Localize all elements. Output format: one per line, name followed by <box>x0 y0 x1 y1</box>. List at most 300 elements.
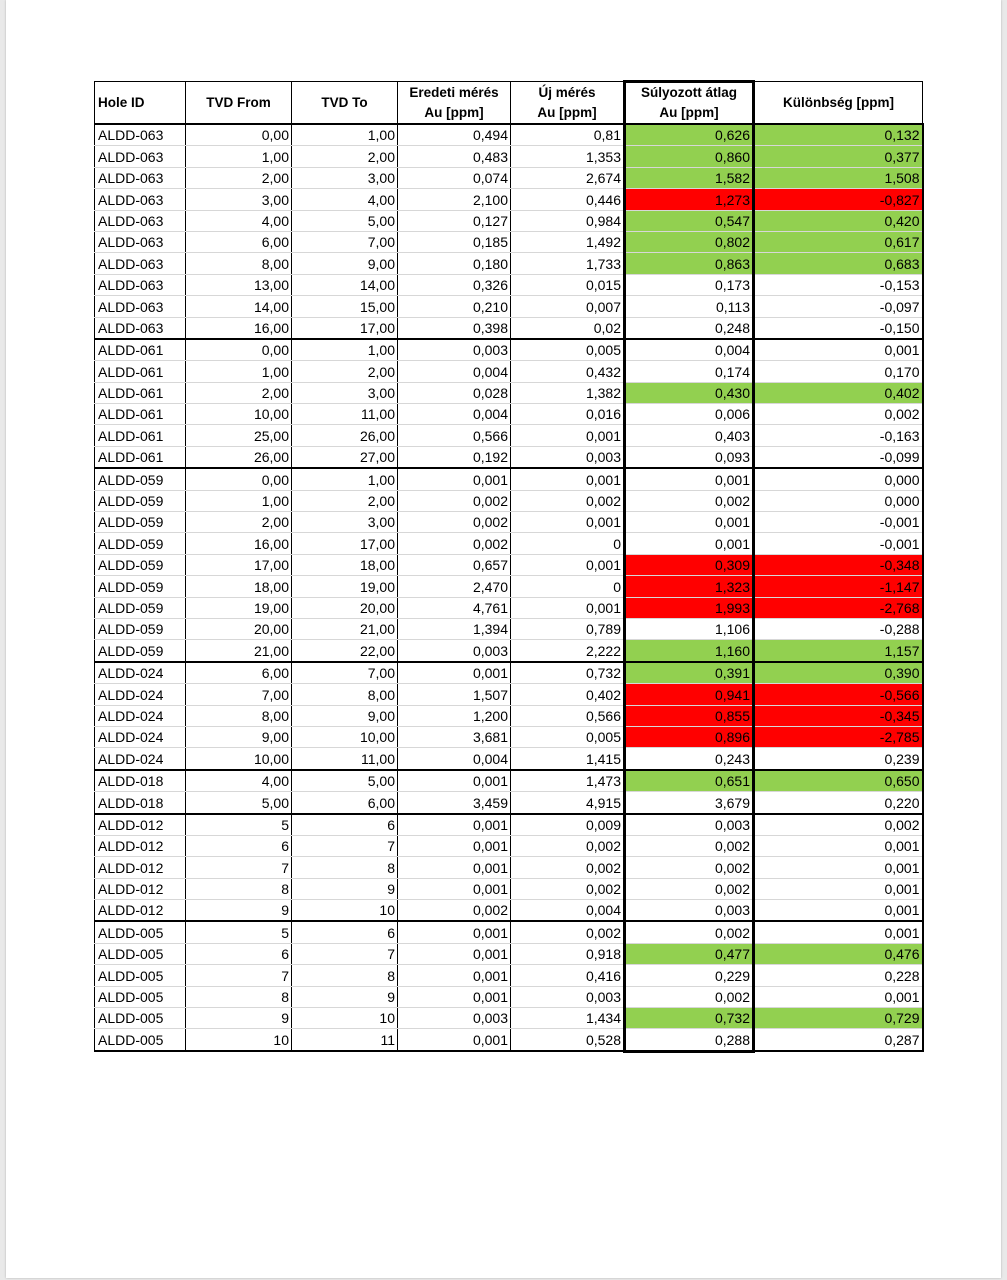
cell-hole-id: ALDD-024 <box>95 748 186 770</box>
cell-original: 2,100 <box>398 189 511 210</box>
cell-original: 1,200 <box>398 705 511 726</box>
cell-tvd-from: 3,00 <box>186 189 292 210</box>
cell-hole-id: ALDD-063 <box>95 253 186 274</box>
table-row <box>95 554 923 575</box>
cell-new: 0 <box>511 533 625 554</box>
table-row <box>95 533 923 554</box>
cell-weighted-average: 0,243 <box>625 748 754 770</box>
header-new-line2: Au [ppm] <box>537 104 597 120</box>
cell-hole-id: ALDD-018 <box>95 792 186 814</box>
cell-original: 0,001 <box>398 468 511 490</box>
cell-weighted-average: 0,391 <box>625 662 754 684</box>
cell-hole-id: ALDD-061 <box>95 404 186 425</box>
cell-original: 0,001 <box>398 921 511 943</box>
cell-difference: 1,508 <box>754 167 923 188</box>
table-row <box>95 189 923 210</box>
table-row <box>95 124 923 146</box>
measurement-table <box>94 80 924 1053</box>
cell-tvd-from: 19,00 <box>186 597 292 618</box>
cell-hole-id: ALDD-024 <box>95 726 186 747</box>
cell-original: 0,002 <box>398 533 511 554</box>
cell-weighted-average: 0,941 <box>625 684 754 705</box>
table-row <box>95 921 923 943</box>
cell-tvd-from: 8 <box>186 878 292 899</box>
cell-hole-id: ALDD-059 <box>95 640 186 662</box>
table-row <box>95 662 923 684</box>
cell-tvd-from: 8,00 <box>186 253 292 274</box>
cell-original: 0,566 <box>398 425 511 446</box>
cell-original: 0,657 <box>398 554 511 575</box>
cell-tvd-from: 10,00 <box>186 404 292 425</box>
cell-difference: -2,785 <box>754 726 923 747</box>
table-row <box>95 490 923 511</box>
cell-difference: 0,001 <box>754 857 923 878</box>
cell-weighted-average: 0,547 <box>625 210 754 231</box>
cell-original: 0,127 <box>398 210 511 231</box>
cell-tvd-to: 18,00 <box>292 554 398 575</box>
table-row <box>95 640 923 662</box>
cell-difference: 0,001 <box>754 900 923 922</box>
cell-new: 1,492 <box>511 231 625 252</box>
cell-tvd-from: 9 <box>186 1008 292 1029</box>
cell-weighted-average: 0,173 <box>625 274 754 295</box>
cell-hole-id: ALDD-063 <box>95 231 186 252</box>
header-new-line1: Új mérés <box>538 84 596 100</box>
cell-new: 2,674 <box>511 167 625 188</box>
cell-tvd-from: 0,00 <box>186 339 292 361</box>
cell-original: 0,028 <box>398 382 511 403</box>
cell-tvd-from: 1,00 <box>186 146 292 167</box>
cell-tvd-from: 25,00 <box>186 425 292 446</box>
cell-weighted-average: 0,863 <box>625 253 754 274</box>
cell-tvd-from: 20,00 <box>186 618 292 639</box>
table-row <box>95 468 923 490</box>
cell-difference: 0,420 <box>754 210 923 231</box>
cell-difference: 0,002 <box>754 814 923 836</box>
cell-difference: 0,390 <box>754 662 923 684</box>
cell-hole-id: ALDD-063 <box>95 317 186 339</box>
cell-tvd-from: 16,00 <box>186 317 292 339</box>
cell-difference: 0,377 <box>754 146 923 167</box>
table-row <box>95 814 923 836</box>
cell-difference: 0,650 <box>754 770 923 792</box>
cell-weighted-average: 0,004 <box>625 339 754 361</box>
cell-difference: 0,287 <box>754 1029 923 1051</box>
header-hole-id: Hole ID <box>95 82 186 125</box>
cell-tvd-to: 7 <box>292 835 398 856</box>
table-row <box>95 361 923 382</box>
cell-new: 4,915 <box>511 792 625 814</box>
table-row <box>95 425 923 446</box>
cell-new: 1,733 <box>511 253 625 274</box>
cell-tvd-to: 7 <box>292 943 398 964</box>
cell-difference: 0,132 <box>754 124 923 146</box>
cell-hole-id: ALDD-061 <box>95 446 186 468</box>
table-row <box>95 210 923 231</box>
cell-new: 0,003 <box>511 446 625 468</box>
cell-new: 1,473 <box>511 770 625 792</box>
cell-difference: -0,348 <box>754 554 923 575</box>
cell-tvd-from: 6 <box>186 943 292 964</box>
cell-tvd-to: 2,00 <box>292 361 398 382</box>
cell-difference: -0,288 <box>754 618 923 639</box>
cell-weighted-average: 0,248 <box>625 317 754 339</box>
cell-tvd-from: 9 <box>186 900 292 922</box>
cell-original: 0,001 <box>398 986 511 1007</box>
header-new-measurement <box>511 82 625 125</box>
cell-original: 0,001 <box>398 1029 511 1051</box>
table-row <box>95 512 923 533</box>
cell-new: 0,002 <box>511 857 625 878</box>
cell-new: 0,007 <box>511 296 625 317</box>
cell-difference: -0,345 <box>754 705 923 726</box>
cell-tvd-from: 26,00 <box>186 446 292 468</box>
cell-tvd-from: 7,00 <box>186 684 292 705</box>
header-avg-line1: Súlyozott átlag <box>640 85 737 100</box>
cell-tvd-to: 19,00 <box>292 576 398 597</box>
cell-tvd-to: 3,00 <box>292 167 398 188</box>
table-row <box>95 253 923 274</box>
cell-tvd-from: 10,00 <box>186 748 292 770</box>
cell-original: 2,470 <box>398 576 511 597</box>
cell-new: 0,732 <box>511 662 625 684</box>
table-row <box>95 900 923 922</box>
cell-new: 0,001 <box>511 425 625 446</box>
table-row <box>95 835 923 856</box>
cell-weighted-average: 0,802 <box>625 231 754 252</box>
cell-original: 0,180 <box>398 253 511 274</box>
cell-original: 3,681 <box>398 726 511 747</box>
table-row <box>95 792 923 814</box>
cell-tvd-to: 7,00 <box>292 662 398 684</box>
cell-weighted-average: 0,477 <box>625 943 754 964</box>
cell-new: 2,222 <box>511 640 625 662</box>
cell-original: 0,002 <box>398 490 511 511</box>
cell-tvd-from: 7 <box>186 857 292 878</box>
cell-original: 0,004 <box>398 361 511 382</box>
cell-difference: 0,001 <box>754 921 923 943</box>
cell-new: 0,528 <box>511 1029 625 1051</box>
cell-difference: 1,157 <box>754 640 923 662</box>
cell-weighted-average: 0,229 <box>625 965 754 986</box>
cell-difference: 0,001 <box>754 835 923 856</box>
cell-tvd-to: 22,00 <box>292 640 398 662</box>
cell-new: 0,016 <box>511 404 625 425</box>
cell-original: 0,001 <box>398 814 511 836</box>
cell-hole-id: ALDD-012 <box>95 900 186 922</box>
cell-weighted-average: 0,113 <box>625 296 754 317</box>
table-row <box>95 446 923 468</box>
table-row <box>95 382 923 403</box>
cell-difference: 0,228 <box>754 965 923 986</box>
cell-tvd-from: 7 <box>186 965 292 986</box>
cell-hole-id: ALDD-059 <box>95 533 186 554</box>
table-row <box>95 618 923 639</box>
cell-tvd-from: 4,00 <box>186 210 292 231</box>
cell-original: 0,483 <box>398 146 511 167</box>
cell-new: 0,004 <box>511 900 625 922</box>
cell-hole-id: ALDD-012 <box>95 814 186 836</box>
header-weighted-average <box>625 82 754 125</box>
cell-tvd-from: 4,00 <box>186 770 292 792</box>
cell-tvd-to: 10,00 <box>292 726 398 747</box>
table-row <box>95 748 923 770</box>
table-row <box>95 339 923 361</box>
cell-hole-id: ALDD-005 <box>95 921 186 943</box>
table-row <box>95 231 923 252</box>
cell-original: 0,004 <box>398 404 511 425</box>
cell-original: 0,001 <box>398 662 511 684</box>
cell-difference: -0,827 <box>754 189 923 210</box>
cell-original: 1,507 <box>398 684 511 705</box>
cell-tvd-to: 9,00 <box>292 705 398 726</box>
cell-tvd-from: 8,00 <box>186 705 292 726</box>
header-row <box>95 82 923 125</box>
cell-weighted-average: 1,993 <box>625 597 754 618</box>
header-original-line1: Eredeti mérés <box>409 84 499 100</box>
cell-tvd-to: 5,00 <box>292 210 398 231</box>
cell-tvd-from: 9,00 <box>186 726 292 747</box>
table-row <box>95 878 923 899</box>
cell-difference: 0,683 <box>754 253 923 274</box>
cell-weighted-average: 0,430 <box>625 382 754 403</box>
cell-new: 1,353 <box>511 146 625 167</box>
cell-difference: 0,002 <box>754 404 923 425</box>
cell-new: 0,432 <box>511 361 625 382</box>
cell-difference: 0,001 <box>754 878 923 899</box>
cell-hole-id: ALDD-012 <box>95 835 186 856</box>
cell-new: 0,002 <box>511 490 625 511</box>
cell-difference: 0,617 <box>754 231 923 252</box>
cell-hole-id: ALDD-061 <box>95 339 186 361</box>
cell-tvd-to: 6,00 <box>292 792 398 814</box>
cell-tvd-to: 11 <box>292 1029 398 1051</box>
cell-tvd-to: 11,00 <box>292 404 398 425</box>
cell-weighted-average: 0,093 <box>625 446 754 468</box>
cell-difference: 0,239 <box>754 748 923 770</box>
cell-tvd-to: 4,00 <box>292 189 398 210</box>
table-row <box>95 274 923 295</box>
cell-tvd-to: 17,00 <box>292 533 398 554</box>
cell-new: 0,789 <box>511 618 625 639</box>
cell-new: 0,984 <box>511 210 625 231</box>
cell-hole-id: ALDD-059 <box>95 468 186 490</box>
cell-new: 0,001 <box>511 554 625 575</box>
cell-tvd-from: 5 <box>186 921 292 943</box>
table-row <box>95 857 923 878</box>
cell-new: 0,001 <box>511 512 625 533</box>
cell-original: 0,001 <box>398 943 511 964</box>
cell-tvd-from: 2,00 <box>186 512 292 533</box>
cell-tvd-to: 5,00 <box>292 770 398 792</box>
cell-new: 0,02 <box>511 317 625 339</box>
cell-weighted-average: 0,855 <box>625 705 754 726</box>
cell-original: 0,004 <box>398 748 511 770</box>
cell-tvd-to: 9 <box>292 986 398 1007</box>
cell-weighted-average: 0,860 <box>625 146 754 167</box>
cell-original: 0,001 <box>398 770 511 792</box>
cell-weighted-average: 0,403 <box>625 425 754 446</box>
cell-new: 1,382 <box>511 382 625 403</box>
cell-tvd-from: 21,00 <box>186 640 292 662</box>
cell-difference: 0,000 <box>754 490 923 511</box>
cell-tvd-from: 14,00 <box>186 296 292 317</box>
cell-hole-id: ALDD-063 <box>95 189 186 210</box>
cell-weighted-average: 0,001 <box>625 468 754 490</box>
table-row <box>95 986 923 1007</box>
cell-tvd-to: 1,00 <box>292 468 398 490</box>
cell-tvd-to: 1,00 <box>292 124 398 146</box>
cell-difference: -0,097 <box>754 296 923 317</box>
cell-original: 0,185 <box>398 231 511 252</box>
cell-difference: 0,476 <box>754 943 923 964</box>
cell-difference: 0,000 <box>754 468 923 490</box>
cell-hole-id: ALDD-024 <box>95 705 186 726</box>
cell-new: 0,81 <box>511 124 625 146</box>
cell-weighted-average: 0,309 <box>625 554 754 575</box>
cell-tvd-from: 0,00 <box>186 468 292 490</box>
cell-hole-id: ALDD-063 <box>95 274 186 295</box>
cell-hole-id: ALDD-059 <box>95 490 186 511</box>
cell-difference: 0,001 <box>754 339 923 361</box>
cell-hole-id: ALDD-024 <box>95 662 186 684</box>
cell-tvd-from: 5 <box>186 814 292 836</box>
cell-tvd-from: 13,00 <box>186 274 292 295</box>
cell-weighted-average: 0,002 <box>625 857 754 878</box>
cell-tvd-to: 7,00 <box>292 231 398 252</box>
header-tvd-from: TVD From <box>186 82 292 125</box>
cell-original: 0,001 <box>398 965 511 986</box>
cell-original: 4,761 <box>398 597 511 618</box>
cell-original: 0,002 <box>398 900 511 922</box>
cell-original: 3,459 <box>398 792 511 814</box>
cell-new: 0,003 <box>511 986 625 1007</box>
cell-difference: -0,099 <box>754 446 923 468</box>
table-row <box>95 965 923 986</box>
cell-tvd-from: 0,00 <box>186 124 292 146</box>
cell-weighted-average: 0,002 <box>625 835 754 856</box>
cell-tvd-to: 27,00 <box>292 446 398 468</box>
cell-weighted-average: 1,582 <box>625 167 754 188</box>
cell-tvd-to: 10 <box>292 1008 398 1029</box>
cell-new: 0,005 <box>511 339 625 361</box>
cell-tvd-to: 8 <box>292 857 398 878</box>
cell-tvd-to: 21,00 <box>292 618 398 639</box>
cell-tvd-to: 3,00 <box>292 512 398 533</box>
cell-original: 0,001 <box>398 878 511 899</box>
cell-new: 1,415 <box>511 748 625 770</box>
cell-original: 0,001 <box>398 835 511 856</box>
cell-new: 0,566 <box>511 705 625 726</box>
cell-hole-id: ALDD-063 <box>95 146 186 167</box>
cell-original: 0,494 <box>398 124 511 146</box>
document-page <box>6 0 1001 1278</box>
cell-hole-id: ALDD-061 <box>95 361 186 382</box>
cell-difference: 0,402 <box>754 382 923 403</box>
table-row <box>95 597 923 618</box>
cell-tvd-to: 17,00 <box>292 317 398 339</box>
cell-tvd-from: 6 <box>186 835 292 856</box>
cell-tvd-from: 10 <box>186 1029 292 1051</box>
cell-difference: -0,163 <box>754 425 923 446</box>
cell-weighted-average: 0,001 <box>625 533 754 554</box>
cell-original: 0,003 <box>398 1008 511 1029</box>
header-difference: Különbség [ppm] <box>754 82 923 125</box>
cell-original: 0,192 <box>398 446 511 468</box>
cell-tvd-from: 5,00 <box>186 792 292 814</box>
table-row <box>95 404 923 425</box>
cell-weighted-average: 1,273 <box>625 189 754 210</box>
cell-new: 1,434 <box>511 1008 625 1029</box>
cell-hole-id: ALDD-063 <box>95 167 186 188</box>
table-body <box>95 124 923 1051</box>
cell-original: 0,074 <box>398 167 511 188</box>
cell-weighted-average: 0,896 <box>625 726 754 747</box>
cell-hole-id: ALDD-059 <box>95 618 186 639</box>
cell-new: 0,015 <box>511 274 625 295</box>
table-row <box>95 1008 923 1029</box>
cell-difference: 0,220 <box>754 792 923 814</box>
cell-original: 0,398 <box>398 317 511 339</box>
cell-new: 0,001 <box>511 468 625 490</box>
cell-weighted-average: 0,002 <box>625 490 754 511</box>
cell-tvd-to: 8,00 <box>292 684 398 705</box>
header-tvd-to: TVD To <box>292 82 398 125</box>
cell-hole-id: ALDD-059 <box>95 597 186 618</box>
cell-new: 0,446 <box>511 189 625 210</box>
cell-hole-id: ALDD-012 <box>95 857 186 878</box>
cell-tvd-from: 17,00 <box>186 554 292 575</box>
cell-original: 0,001 <box>398 857 511 878</box>
cell-weighted-average: 0,001 <box>625 512 754 533</box>
cell-difference: -0,153 <box>754 274 923 295</box>
cell-tvd-to: 2,00 <box>292 146 398 167</box>
table-row <box>95 726 923 747</box>
cell-tvd-to: 14,00 <box>292 274 398 295</box>
cell-new: 0,002 <box>511 878 625 899</box>
cell-original: 0,002 <box>398 512 511 533</box>
cell-tvd-to: 26,00 <box>292 425 398 446</box>
table-row <box>95 167 923 188</box>
cell-hole-id: ALDD-061 <box>95 382 186 403</box>
cell-weighted-average: 0,002 <box>625 878 754 899</box>
cell-hole-id: ALDD-018 <box>95 770 186 792</box>
cell-weighted-average: 0,732 <box>625 1008 754 1029</box>
cell-tvd-from: 8 <box>186 986 292 1007</box>
cell-tvd-to: 11,00 <box>292 748 398 770</box>
cell-tvd-to: 6 <box>292 814 398 836</box>
cell-tvd-to: 20,00 <box>292 597 398 618</box>
cell-difference: 0,001 <box>754 986 923 1007</box>
cell-hole-id: ALDD-063 <box>95 124 186 146</box>
cell-weighted-average: 1,106 <box>625 618 754 639</box>
cell-weighted-average: 0,626 <box>625 124 754 146</box>
cell-difference: -0,001 <box>754 512 923 533</box>
cell-weighted-average: 0,003 <box>625 900 754 922</box>
cell-weighted-average: 0,002 <box>625 921 754 943</box>
cell-tvd-to: 10 <box>292 900 398 922</box>
cell-new: 0,002 <box>511 835 625 856</box>
cell-original: 0,326 <box>398 274 511 295</box>
cell-original: 0,003 <box>398 339 511 361</box>
cell-tvd-to: 8 <box>292 965 398 986</box>
cell-new: 0,416 <box>511 965 625 986</box>
cell-difference: -0,150 <box>754 317 923 339</box>
cell-new: 0,009 <box>511 814 625 836</box>
cell-hole-id: ALDD-024 <box>95 684 186 705</box>
cell-weighted-average: 0,288 <box>625 1029 754 1051</box>
cell-weighted-average: 0,006 <box>625 404 754 425</box>
